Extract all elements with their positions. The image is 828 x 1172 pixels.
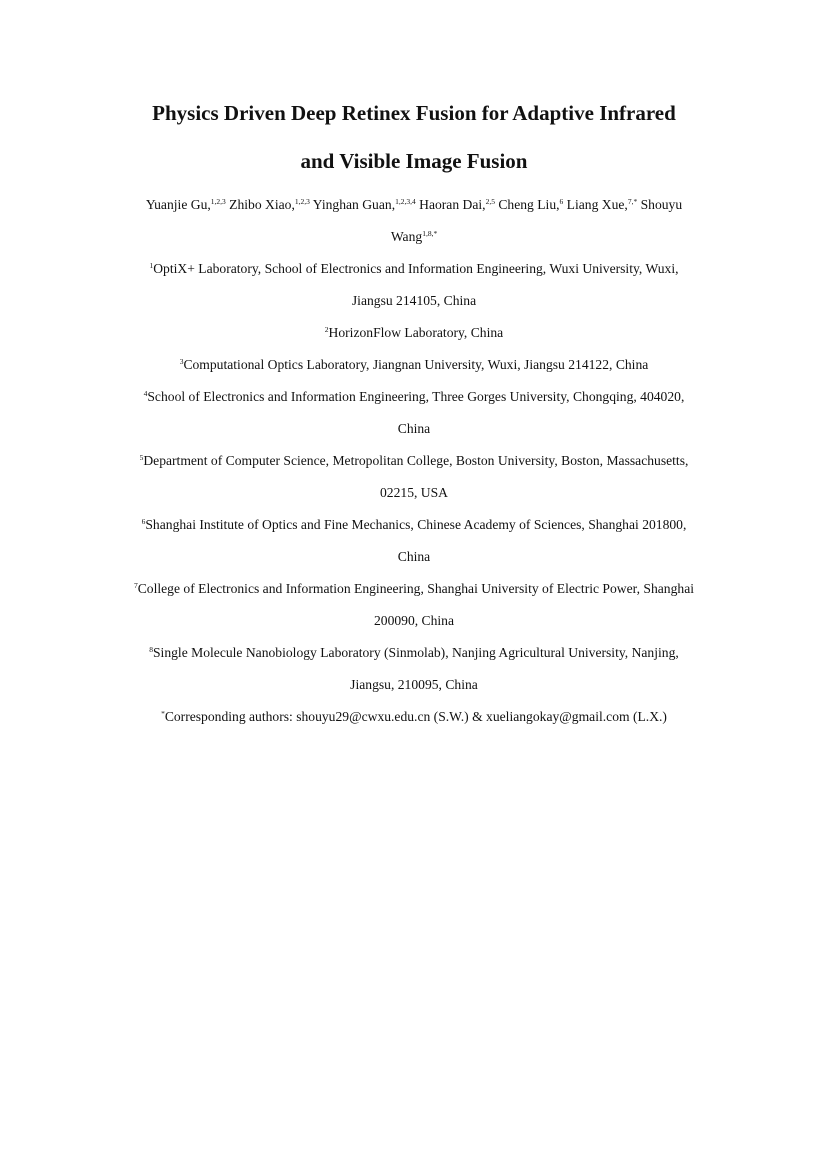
author-affiliation-mark: 1,2,3,4	[395, 197, 416, 206]
affiliation-number: 8	[149, 645, 153, 654]
author-name: Liang Xue,	[566, 197, 628, 212]
author-affiliation-mark: 2,5	[485, 197, 495, 206]
affiliation-1-line-2: Jiangsu 214105, China	[351, 293, 477, 308]
author-name: Zhibo Xiao,	[229, 197, 295, 212]
paper-title-line-1: Physics Driven Deep Retinex Fusion for Adaptive Infrared	[152, 101, 676, 125]
corresponding-authors	[0, 708, 828, 726]
affiliation-text: OptiX+ Laboratory, School of Electronics and Information Engineering, Wuxi University, Wuxi,	[153, 261, 679, 276]
corresponding-mark: *	[161, 709, 165, 718]
affiliation-6-line-2: China	[397, 549, 431, 564]
affiliation-5-line-1	[0, 452, 828, 470]
author-affiliation-mark: 7,*	[627, 197, 638, 206]
author-name: Yinghan Guan,	[312, 197, 396, 212]
affiliation-7-line-1	[0, 580, 828, 598]
affiliation-number: 2	[324, 325, 329, 334]
author-affiliation-mark: 1,8,*	[422, 229, 438, 238]
affiliation-4-line-2: China	[397, 421, 431, 436]
affiliation-1-line-1	[0, 260, 828, 278]
paper-title-line-2: and Visible Image Fusion	[300, 149, 528, 173]
author-name: Shouyu	[640, 197, 683, 212]
corresponding-text: Corresponding authors: shouyu29@cwxu.edu.cn (S.W.) & xueliangokay@gmail.com (L.X.)	[164, 709, 667, 724]
affiliation-6-line-1	[0, 516, 828, 534]
affiliation-2-line-1	[0, 324, 828, 342]
affiliation-text: Shanghai Institute of Optics and Fine Mechanics, Chinese Academy of Sciences, Shanghai 201800,	[145, 517, 687, 532]
affiliation-text: Single Molecule Nanobiology Laboratory (Sinmolab), Nanjing Agricultural University, Nanjing,	[152, 645, 679, 660]
affiliation-number: 4	[143, 389, 148, 398]
author-list-line-1	[0, 196, 828, 214]
affiliation-3-line-1	[0, 356, 828, 374]
author-name: Wang	[390, 229, 423, 244]
affiliation-number: 3	[179, 357, 184, 366]
author-affiliation-mark: 1,2,3	[210, 197, 226, 206]
affiliation-7-line-2: 200090, China	[373, 613, 455, 628]
author-name: Haoran Dai,	[419, 197, 486, 212]
affiliation-text: Computational Optics Laboratory, Jiangnan University, Wuxi, Jiangsu 214122, China	[183, 357, 649, 372]
affiliation-text: College of Electronics and Information Engineering, Shanghai University of Electric Power, Shanghai	[137, 581, 695, 596]
affiliation-text: School of Electronics and Information Engineering, Three Gorges University, Chongqing, 404020,	[147, 389, 685, 404]
author-affiliation-mark: 6	[559, 197, 564, 206]
affiliation-number: 6	[141, 517, 146, 526]
affiliation-text: HorizonFlow Laboratory, China	[328, 325, 504, 340]
affiliation-4-line-1	[0, 388, 828, 406]
affiliation-5-line-2: 02215, USA	[380, 485, 448, 500]
affiliation-8-line-1	[0, 644, 828, 662]
affiliation-number: 1	[149, 261, 154, 270]
affiliation-number: 7	[133, 581, 138, 590]
author-name: Yuanjie Gu,	[145, 197, 211, 212]
affiliation-number: 5	[139, 453, 144, 462]
affiliation-8-line-2: Jiangsu, 210095, China	[350, 677, 478, 692]
author-affiliation-mark: 1,2,3	[294, 197, 310, 206]
author-name: Cheng Liu,	[498, 197, 560, 212]
affiliation-text: Department of Computer Science, Metropolitan College, Boston University, Boston, Massachusetts,	[143, 453, 689, 468]
author-list-line-2	[0, 228, 828, 246]
